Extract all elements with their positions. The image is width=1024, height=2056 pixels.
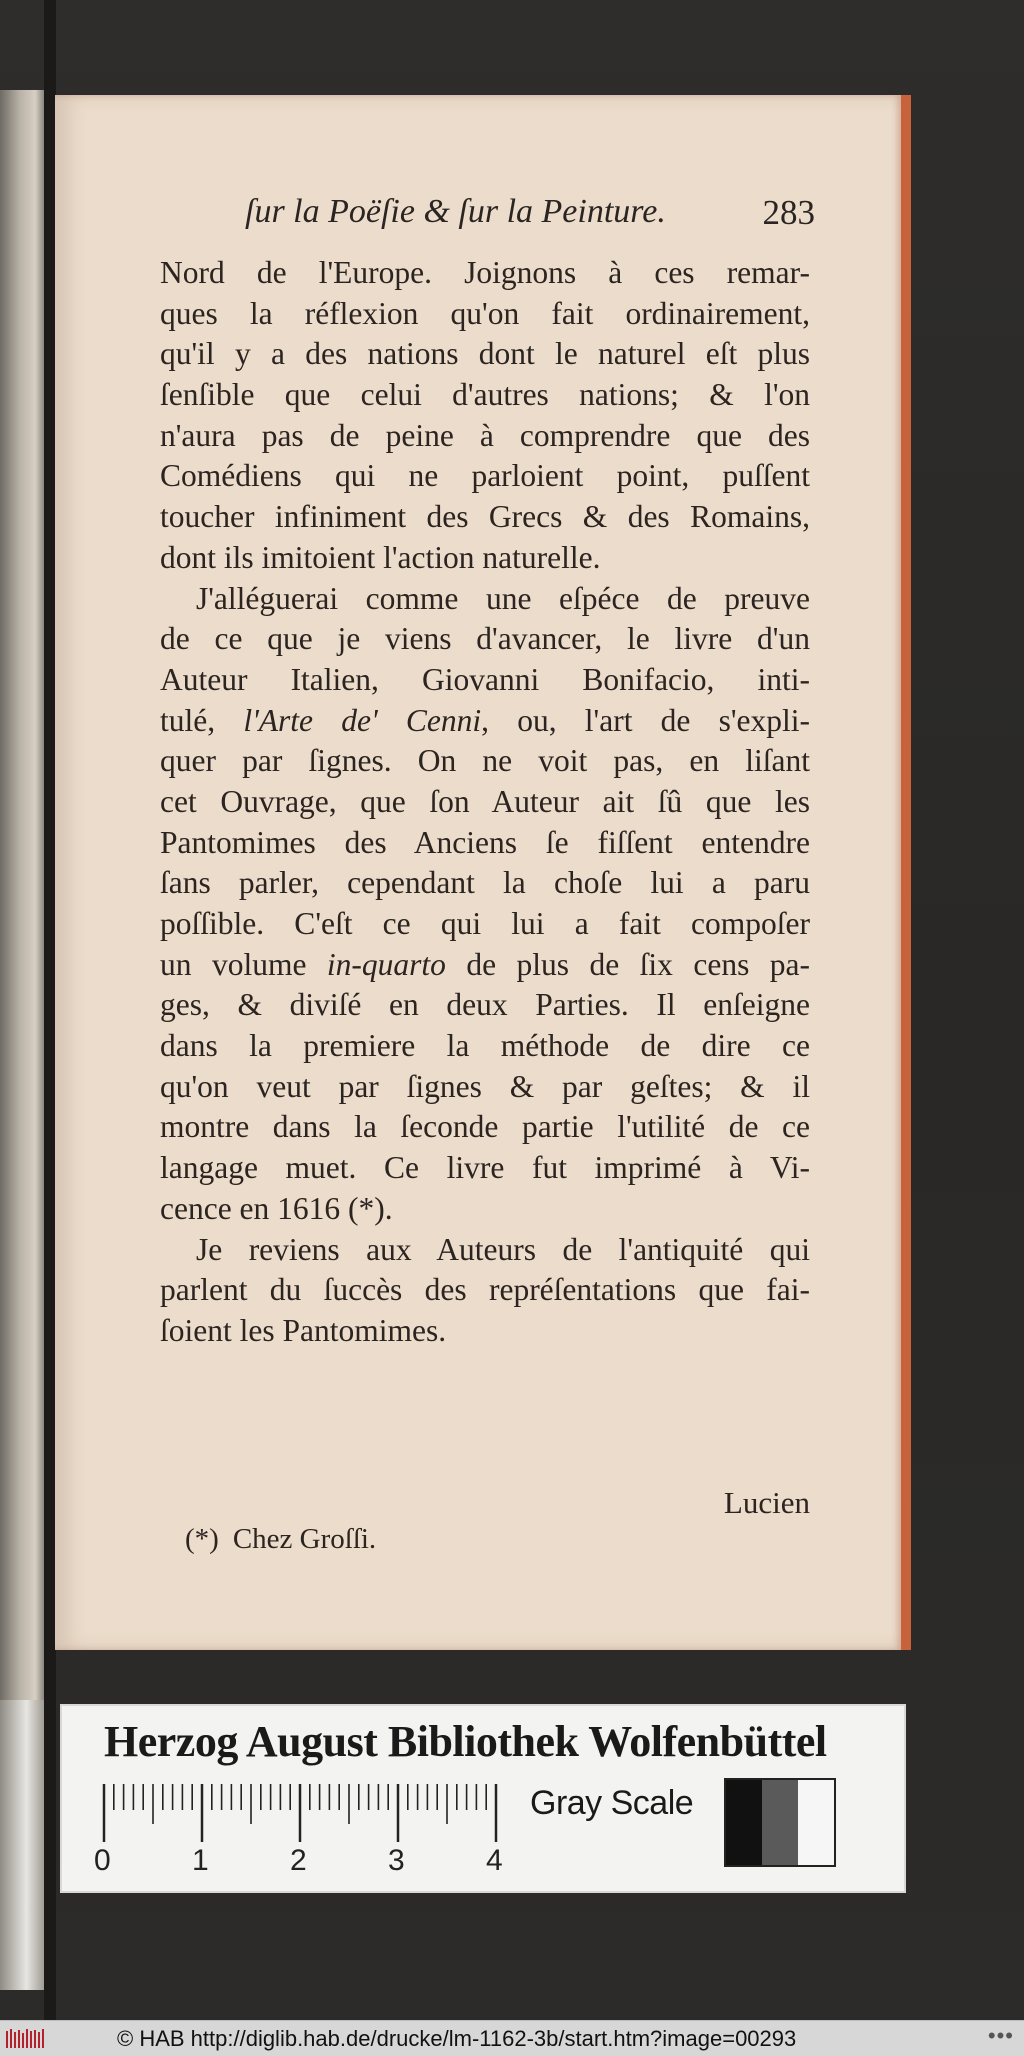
gray-swatches — [724, 1778, 836, 1867]
text-line: parlent du ſuccès des repréſentations que fai- — [160, 1272, 810, 1308]
text-line: poſſible. C'eſt ce qui lui a fait compoſer — [160, 906, 810, 941]
text-line: n'aura pas de peine à comprendre que des — [160, 417, 810, 453]
text-line: cet Ouvrage, que ſon Auteur ait ſû que les — [160, 783, 810, 819]
footnote-mark: (*) — [185, 1523, 219, 1555]
page-header — [190, 187, 815, 237]
text-line: J'alléguerai comme une eſpéce de preuve — [196, 580, 810, 616]
footnote — [185, 1523, 376, 1556]
viewer-footer — [0, 2020, 1024, 2056]
page-number: 283 — [762, 193, 815, 232]
text-line: un volume in-quarto de plus de ſix cens pa- — [160, 946, 810, 982]
source-url[interactable]: © HAB http://diglib.hab.de/drucke/lm-1162-3b/start.htm?image=00293 — [117, 2026, 797, 2051]
ruler-number: 3 — [388, 1844, 405, 1877]
adjacent-card-edge — [0, 1700, 44, 1990]
text-line: langage muet. Ce livre fut imprimé à Vi- — [160, 1150, 810, 1186]
book-page — [55, 95, 911, 1650]
more-options-icon[interactable]: ••• — [987, 2023, 1014, 2048]
italic-phrase: in-quarto — [326, 946, 446, 982]
color-target-card — [60, 1704, 906, 1893]
adjacent-page-edge — [0, 90, 44, 1900]
text-line: qu'il y a des nations dont le naturel eſt plus — [160, 336, 810, 372]
text-line: dont ils imitoient l'action naturelle. — [160, 539, 601, 575]
text-line: ges, & diviſé en deux Parties. Il enſeigne — [160, 987, 810, 1023]
text-line: ques la réflexion qu'on fait ordinairement, — [160, 295, 810, 331]
text-line: Auteur Italien, Giovanni Bonifacio, inti- — [160, 661, 810, 697]
text-line: quer par ſignes. On ne voit pas, en liſant — [160, 743, 810, 779]
text-line: tulé, l'Arte de' Cenni, ou, l'art de s'expli- — [160, 702, 810, 738]
text-line: montre dans la ſeconde partie l'utilité de ce — [160, 1109, 810, 1145]
text-line: toucher infiniment des Grecs & des Romains, — [160, 499, 810, 535]
text-line: ſans parler, cependant la choſe lui a paru — [160, 865, 810, 901]
text-line: cence en 1616 (*). — [160, 1190, 393, 1226]
catchword: Lucien — [723, 1485, 810, 1520]
text-line: qu'on veut par ſignes & par geſtes; & il — [160, 1068, 810, 1104]
gray-swatch — [762, 1780, 798, 1865]
text-line: de ce que je viens d'avancer, le livre d'un — [160, 621, 810, 657]
text-line: Je reviens aux Auteurs de l'antiquité qui — [196, 1231, 810, 1267]
ruler-ticks — [102, 1782, 532, 1844]
ruler-number: 4 — [486, 1844, 503, 1877]
ruler-number: 1 — [192, 1844, 209, 1877]
ruler-number: 2 — [290, 1844, 307, 1877]
text-line: Pantomimes des Anciens ſe fiſſent entendre — [160, 824, 810, 860]
scale-ruler — [94, 1782, 532, 1882]
footnote-text: Chez Groſſi. — [232, 1523, 377, 1555]
library-name: Herzog August Bibliothek Wolfenbüttel — [104, 1717, 827, 1766]
text-line: ſenſible que celui d'autres nations; & l'on — [160, 377, 810, 413]
running-title: ſur la Poëſie & ſur la Peinture. — [245, 193, 666, 230]
white-swatch — [798, 1780, 834, 1865]
black-swatch — [726, 1780, 762, 1865]
text-line: Comédiens qui ne parloient point, puſſent — [160, 458, 810, 494]
text-line: ſoient les Pantomimes. — [160, 1312, 447, 1348]
text-line: Nord de l'Europe. Joignons à ces remar- — [160, 255, 810, 290]
italic-phrase: l'Arte de' Cenni — [243, 702, 482, 738]
text-line: dans la premiere la méthode de dire ce — [160, 1028, 810, 1064]
gray-scale-label: Gray Scale — [530, 1784, 694, 1822]
body-text — [160, 253, 810, 1352]
ruler-number: 0 — [94, 1844, 111, 1877]
hab-logo-icon — [4, 2028, 48, 2050]
